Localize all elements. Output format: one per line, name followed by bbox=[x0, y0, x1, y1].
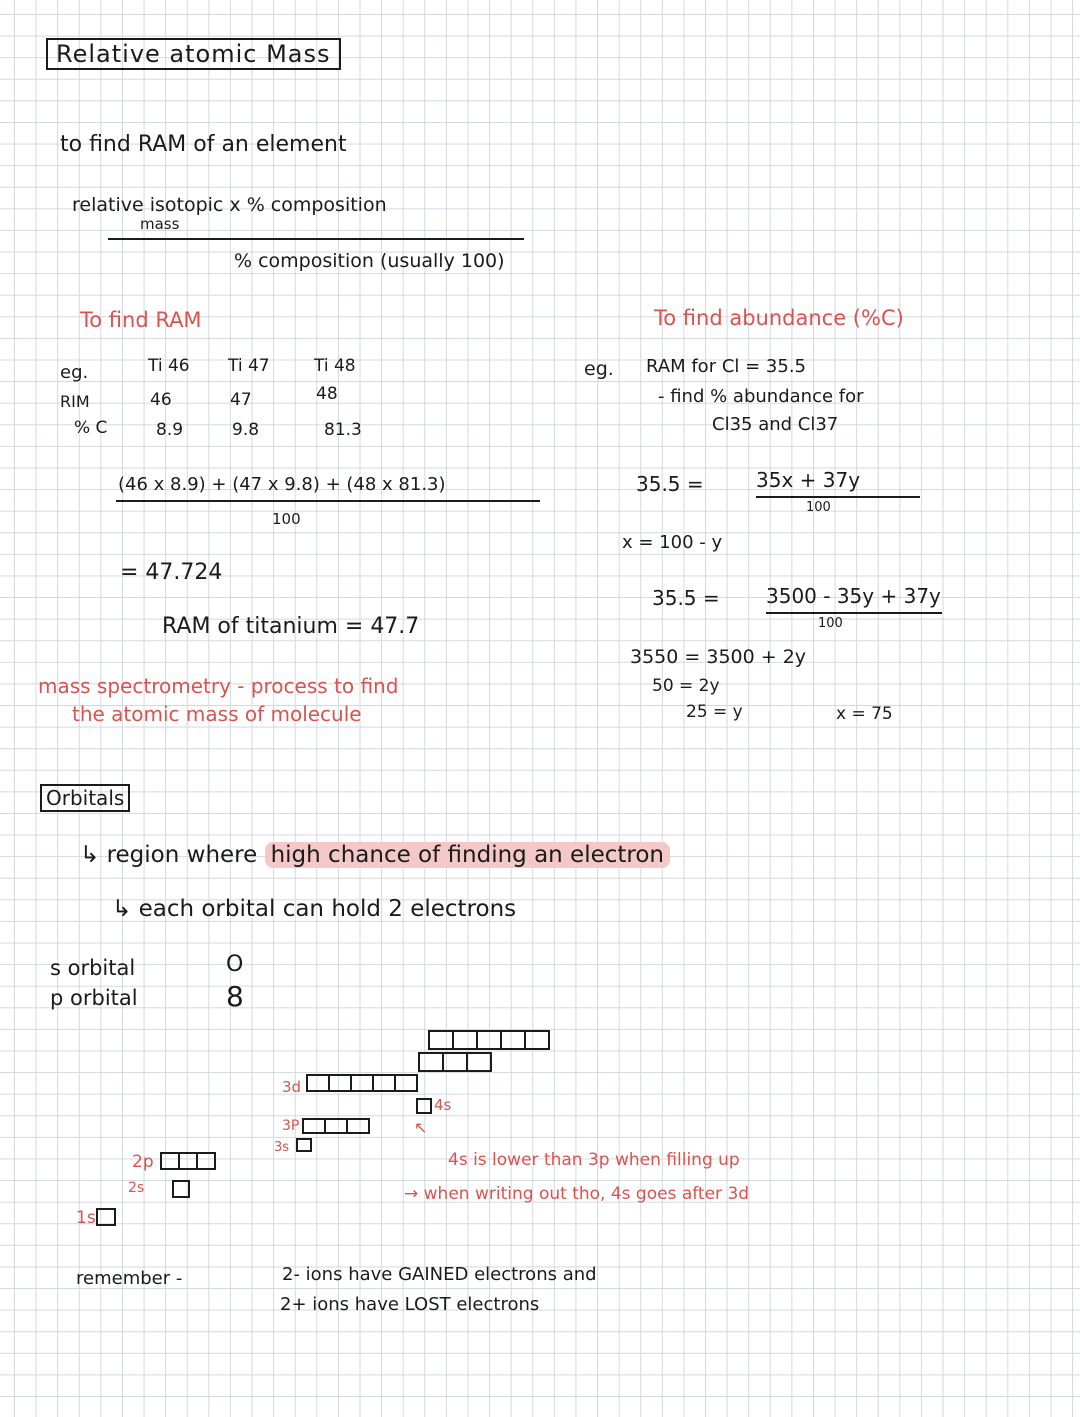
cl-line1: RAM for Cl = 35.5 bbox=[646, 356, 806, 377]
ti-rim-47: 47 bbox=[230, 390, 252, 410]
orbital-3d-boxes bbox=[308, 1074, 418, 1092]
orbital-2s-box bbox=[172, 1180, 190, 1198]
label-3s: 3s bbox=[274, 1140, 290, 1155]
formula-numerator: relative isotopic x % composition bbox=[72, 194, 387, 216]
cl-eq2: x = 100 - y bbox=[622, 532, 723, 553]
orbital-3s-box bbox=[296, 1138, 312, 1152]
cl-line2: - find % abundance for bbox=[658, 386, 864, 407]
ti-rim-48: 48 bbox=[316, 384, 338, 404]
filling-note-1: 4s is lower than 3p when filling up bbox=[448, 1150, 740, 1170]
p-orbital-shape-icon: 8 bbox=[226, 980, 244, 1013]
orbital-definition bbox=[80, 842, 670, 868]
intro-text: to find RAM of an element bbox=[60, 132, 347, 157]
ti-pc-48: 81.3 bbox=[324, 420, 362, 440]
formula-denominator: % composition (usually 100) bbox=[234, 250, 505, 272]
orbital-1s-box bbox=[96, 1208, 116, 1226]
orbital-definition-prefix: ↳ region where bbox=[80, 842, 258, 868]
orbital-box-row-top bbox=[430, 1030, 550, 1050]
orbital-2p-boxes bbox=[162, 1152, 216, 1170]
cl-eq3-fraction-line bbox=[766, 612, 942, 614]
ti-calc-fraction-line bbox=[116, 500, 540, 502]
mass-spec-line1: mass spectrometry - process to find bbox=[38, 674, 399, 698]
cl-eq7: x = 75 bbox=[836, 704, 893, 724]
orbital-3p-boxes bbox=[304, 1118, 370, 1134]
label-3d: 3d bbox=[282, 1078, 302, 1096]
ti-calc-numerator: (46 x 8.9) + (47 x 9.8) + (48 x 81.3) bbox=[118, 474, 446, 495]
cl-line3: Cl35 and Cl37 bbox=[712, 414, 839, 435]
ti-conclusion: RAM of titanium = 47.7 bbox=[162, 614, 420, 639]
ti-isotope-48: Ti 48 bbox=[314, 356, 356, 376]
cl-eg-label: eg. bbox=[584, 358, 614, 380]
to-find-ram-heading: To find RAM bbox=[80, 308, 202, 332]
ti-eg-label: eg. bbox=[60, 362, 89, 383]
formula-numerator-sub: mass bbox=[140, 215, 180, 233]
p-orbital-label: p orbital bbox=[50, 986, 138, 1010]
ti-isotope-47: Ti 47 bbox=[228, 356, 270, 376]
ti-pc-46: 8.9 bbox=[156, 420, 184, 440]
formula-fraction-line bbox=[108, 238, 524, 240]
page-title: Relative atomic Mass bbox=[46, 38, 341, 70]
label-2s: 2s bbox=[128, 1180, 145, 1196]
cl-eq6: 25 = y bbox=[686, 702, 743, 722]
label-3p: 3P bbox=[282, 1118, 300, 1134]
ti-isotope-46: Ti 46 bbox=[148, 356, 190, 376]
s-orbital-label: s orbital bbox=[50, 956, 136, 980]
arrow-4s-to-3p-icon: ↖ bbox=[414, 1118, 428, 1137]
label-1s: 1s bbox=[76, 1208, 96, 1228]
cl-eq3-denominator: 100 bbox=[818, 616, 843, 631]
label-4s: 4s bbox=[434, 1096, 452, 1114]
filling-note-2: → when writing out tho, 4s goes after 3d bbox=[404, 1184, 750, 1204]
orbital-box-row-upper bbox=[420, 1052, 492, 1072]
cl-eq1-numerator: 35x + 37y bbox=[756, 468, 861, 492]
label-2p: 2p bbox=[132, 1152, 154, 1172]
orbital-definition-highlight: high chance of finding an electron bbox=[265, 842, 670, 868]
s-orbital-shape-icon: O bbox=[226, 952, 244, 977]
cl-eq3-numerator: 3500 - 35y + 37y bbox=[766, 584, 941, 608]
cl-eq5: 50 = 2y bbox=[652, 676, 720, 696]
orbital-4s-box bbox=[416, 1098, 432, 1114]
to-find-abundance-heading: To find abundance (%C) bbox=[654, 306, 904, 330]
ti-rim-label: RIM bbox=[60, 392, 90, 411]
mass-spec-line2: the atomic mass of molecule bbox=[72, 702, 362, 726]
orbitals-title: Orbitals bbox=[40, 784, 130, 812]
remember-line2: 2+ ions have LOST electrons bbox=[280, 1294, 540, 1315]
remember-line1: 2- ions have GAINED electrons and bbox=[282, 1264, 597, 1285]
cl-eq3-left: 35.5 = bbox=[652, 586, 720, 610]
orbital-capacity: ↳ each orbital can hold 2 electrons bbox=[112, 896, 517, 922]
cl-eq4: 3550 = 3500 + 2y bbox=[630, 646, 807, 668]
cl-eq1-denominator: 100 bbox=[806, 500, 831, 515]
ti-rim-46: 46 bbox=[150, 390, 172, 410]
cl-eq1-fraction-line bbox=[756, 496, 920, 498]
ti-pc-label: % C bbox=[74, 418, 108, 438]
remember-label: remember - bbox=[76, 1268, 183, 1289]
ti-calc-denominator: 100 bbox=[272, 510, 301, 528]
ti-pc-47: 9.8 bbox=[232, 420, 260, 440]
ti-result: = 47.724 bbox=[120, 560, 223, 585]
cl-eq1-left: 35.5 = bbox=[636, 472, 704, 496]
